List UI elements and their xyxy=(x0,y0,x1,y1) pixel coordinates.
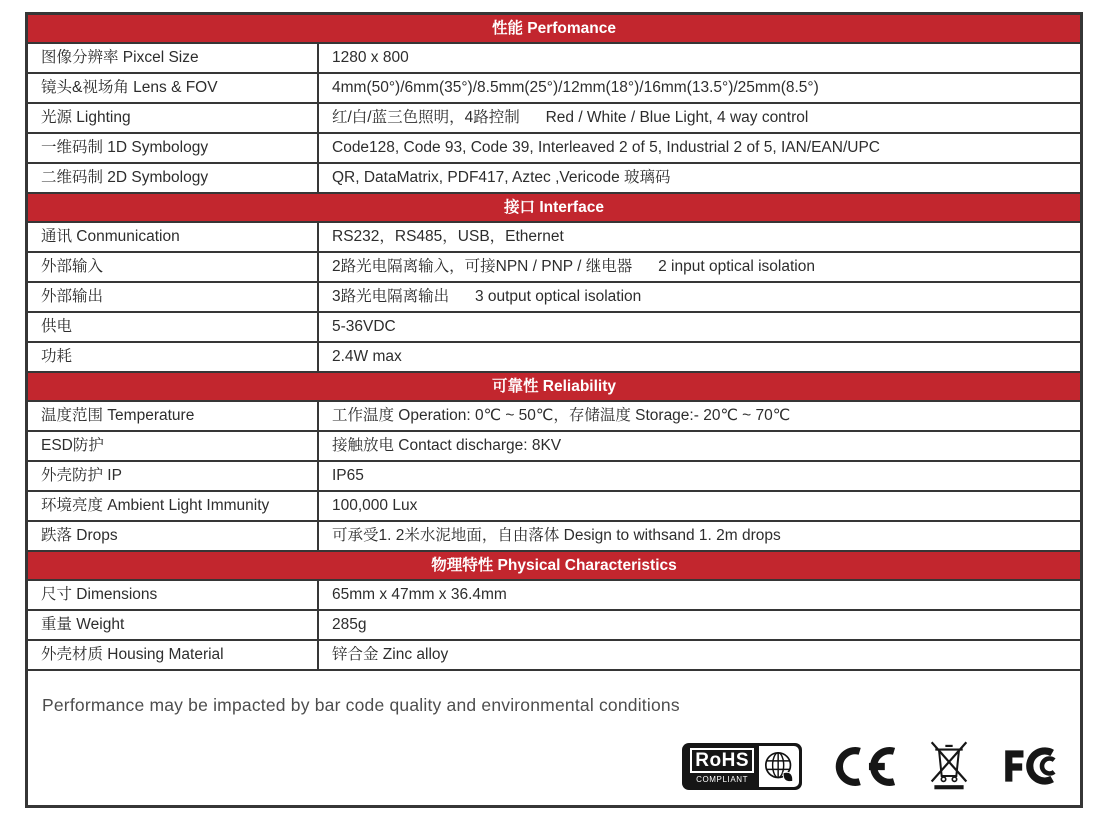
table-row xyxy=(28,223,1080,253)
table-row xyxy=(28,253,1080,283)
table-row xyxy=(28,492,1080,522)
spec-value: 工作温度 Operation: 0℃ ~ 50℃，存储温度 Storage:- 20℃ ~ 70℃ xyxy=(332,407,791,424)
rohs-compliant-badge xyxy=(682,743,802,790)
table-row xyxy=(28,581,1080,611)
spec-label: 温度范围 Temperature xyxy=(28,402,319,430)
certification-logos xyxy=(682,741,1060,791)
spec-value: 4mm(50°)/6mm(35°)/8.5mm(25°)/12mm(18°)/16mm(13.5°)/25mm(8.5°) xyxy=(332,79,819,96)
table-row xyxy=(28,522,1080,552)
spec-table xyxy=(25,12,1083,808)
table-row xyxy=(28,641,1080,671)
table-row xyxy=(28,44,1080,74)
table-row xyxy=(28,432,1080,462)
globe-leaf-icon xyxy=(759,746,799,787)
table-row xyxy=(28,462,1080,492)
table-row xyxy=(28,134,1080,164)
rohs-text-block xyxy=(685,746,759,787)
spec-label: 跌落 Drops xyxy=(28,522,319,550)
table-row xyxy=(28,164,1080,194)
spec-value: 65mm x 47mm x 36.4mm xyxy=(332,586,507,603)
fcc-mark-icon xyxy=(1000,744,1060,788)
spec-label: 外壳材质 Housing Material xyxy=(28,641,319,669)
spec-label: 通讯 Conmunication xyxy=(28,223,319,251)
spec-value: 2路光电隔离输入，可接NPN / PNP / 继电器 2 input optical isolation xyxy=(332,258,815,275)
spec-label: 光源 Lighting xyxy=(28,104,319,132)
spec-label: 二维码制 2D Symbology xyxy=(28,164,319,192)
section-header-interface: 接口 Interface xyxy=(28,194,1080,223)
spec-label: 图像分辨率 Pixcel Size xyxy=(28,44,319,72)
footer-area xyxy=(28,671,1080,803)
section-header-physical: 物理特性 Physical Characteristics xyxy=(28,552,1080,581)
spec-value: 可承受1. 2米水泥地面，自由落体 Design to withsand 1. 2m drops xyxy=(332,527,781,544)
spec-value: QR, DataMatrix, PDF417, Aztec ,Vericode 玻璃码 xyxy=(332,169,671,186)
spec-label: 外部输出 xyxy=(28,283,319,311)
spec-label: 功耗 xyxy=(28,343,319,371)
spec-label: 外壳防护 IP xyxy=(28,462,319,490)
spec-value: 红/白/蓝三色照明，4路控制 Red / White / Blue Light, 4 way control xyxy=(332,109,809,126)
spec-value: 285g xyxy=(332,616,367,633)
table-row xyxy=(28,313,1080,343)
spec-value: 3路光电隔离输出 3 output optical isolation xyxy=(332,288,642,305)
spec-value: 100,000 Lux xyxy=(332,497,418,514)
section-header-performance: 性能 Perfomance xyxy=(28,15,1080,44)
spec-value: 锌合金 Zinc alloy xyxy=(332,646,449,663)
table-row xyxy=(28,74,1080,104)
table-row xyxy=(28,343,1080,373)
spec-value: IP65 xyxy=(332,467,364,484)
section-header-reliability: 可靠性 Reliability xyxy=(28,373,1080,402)
rohs-compliant-label: COMPLIANT xyxy=(696,775,749,784)
spec-value: 2.4W max xyxy=(332,348,402,365)
spec-label: 镜头&视场角 Lens & FOV xyxy=(28,74,319,102)
spec-value: 5-36VDC xyxy=(332,318,396,335)
spec-label: 尺寸 Dimensions xyxy=(28,581,319,609)
rohs-label: RoHS xyxy=(690,748,754,773)
spec-value: 接触放电 Contact discharge: 8KV xyxy=(332,437,562,454)
spec-label: 环境亮度 Ambient Light Immunity xyxy=(28,492,319,520)
spec-value: RS232，RS485，USB，Ethernet xyxy=(332,228,564,245)
weee-crossed-bin-icon xyxy=(928,741,970,791)
spec-label: ESD防护 xyxy=(28,432,319,460)
spec-value: 1280 x 800 xyxy=(332,49,409,66)
spec-label: 一维码制 1D Symbology xyxy=(28,134,319,162)
spec-value: Code128, Code 93, Code 39, Interleaved 2 of 5, Industrial 2 of 5, IAN/EAN/UPC xyxy=(332,139,880,156)
table-row xyxy=(28,104,1080,134)
table-row xyxy=(28,402,1080,432)
spec-label: 外部输入 xyxy=(28,253,319,281)
table-row xyxy=(28,283,1080,313)
ce-mark-icon xyxy=(832,744,898,789)
table-row xyxy=(28,611,1080,641)
disclaimer-note: Performance may be impacted by bar code quality and environmental conditions xyxy=(42,695,680,715)
spec-label: 供电 xyxy=(28,313,319,341)
spec-label: 重量 Weight xyxy=(28,611,319,639)
